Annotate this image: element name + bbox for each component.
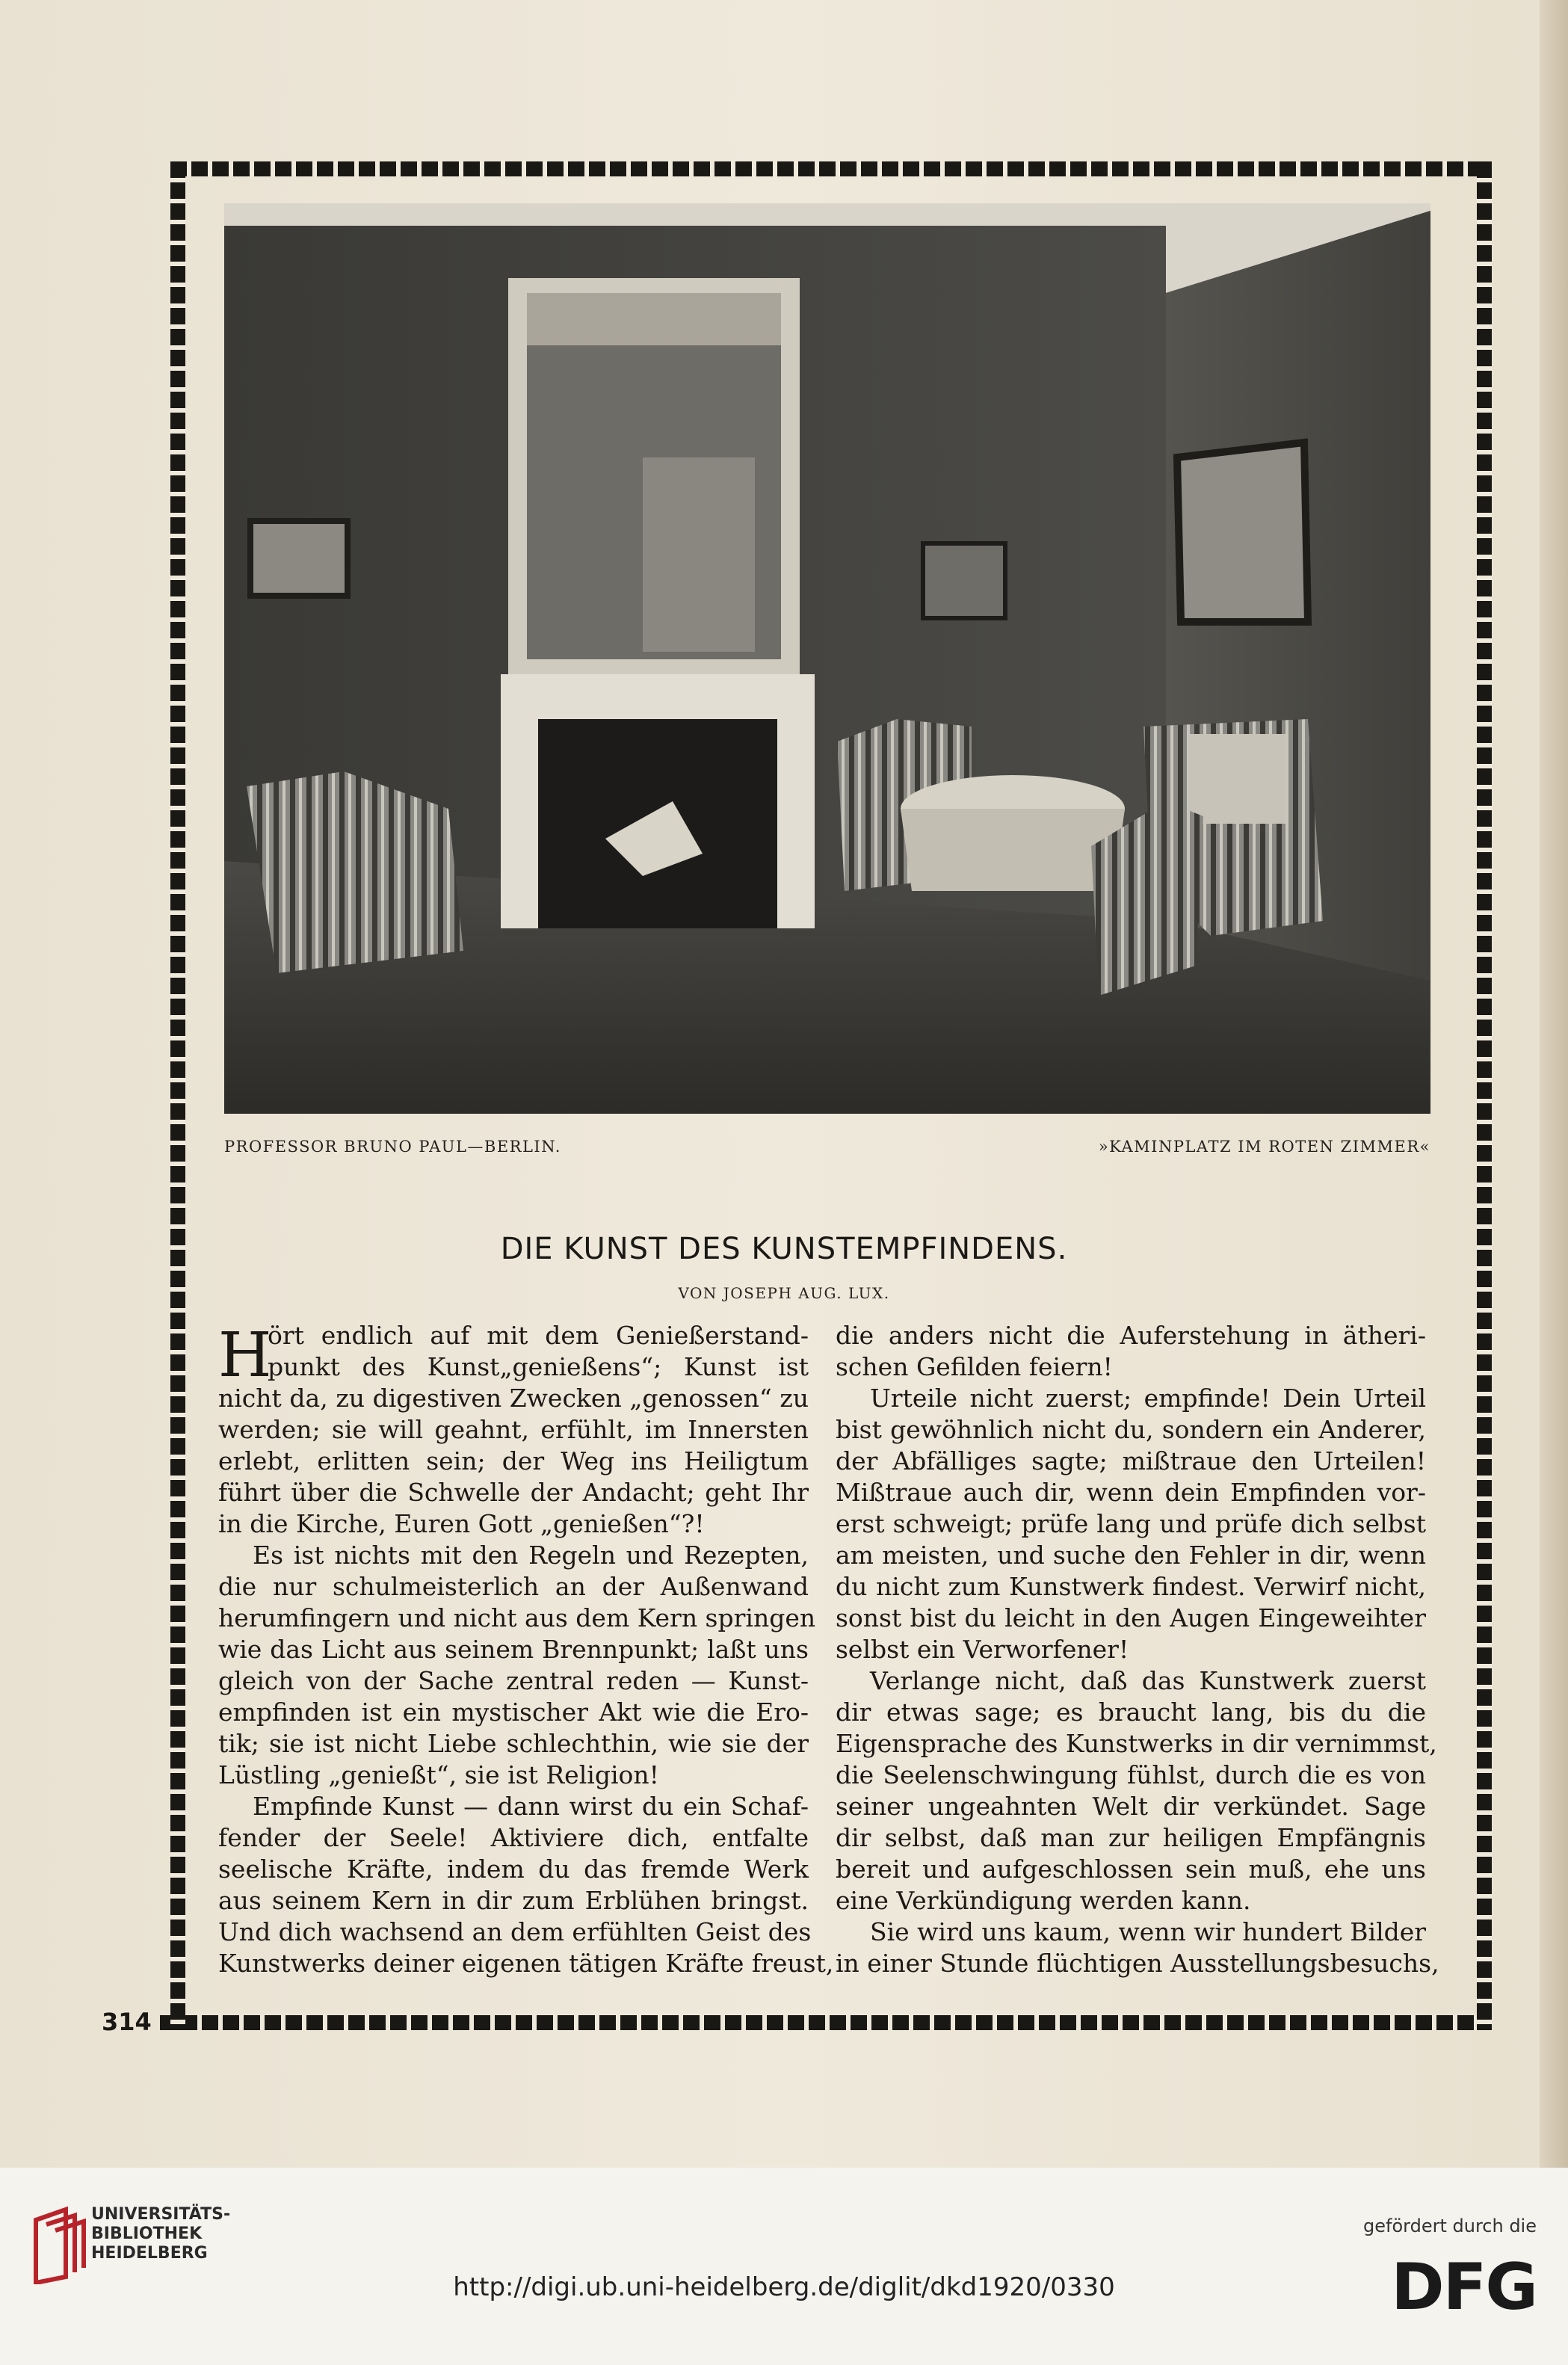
text-line: erlebt, erlitten sein; der Weg ins Heiligtum [218,1446,809,1476]
article-title: DIE KUNST DES KUNSTEMPFINDENS. [500,1232,1068,1266]
library-name-line: BIBLIOTHEK [91,2224,203,2243]
text-line: die anders nicht die Auferstehung in ätheri- [836,1321,1426,1350]
text-line: in die Kirche, Euren Gott „genießen“?! [218,1509,705,1538]
text-line: tik; sie ist nicht Liebe schlechthin, wie sie der [218,1729,809,1758]
text-line: führt über die Schwelle der Andacht; geht Ihr [218,1478,809,1507]
dfg-logo[interactable]: DFG [1391,2250,1537,2325]
text-line: bist gewöhnlich nicht du, sondern ein Anderer, [836,1415,1426,1444]
text-line: Empfinde Kunst — dann wirst du ein Schaf- [253,1792,809,1821]
interior-photograph [224,203,1430,1114]
text-line: gleich von der Sache zentral reden — Kunst- [218,1666,809,1695]
frame-bottom-border [160,2015,1492,2030]
text-line: seiner ungeahnten Welt dir verkündet. Sage [836,1792,1426,1821]
text-line: wie das Licht aus seinem Brennpunkt; laßt uns [218,1635,809,1664]
photo-caption-designer: PROFESSOR BRUNO PAUL—BERLIN. [224,1138,561,1156]
text-line: Mißtraue auch dir, wenn dein Empfinden vor- [836,1478,1426,1507]
text-line: Sie wird uns kaum, wenn wir hundert Bilder [870,1917,1427,1946]
permalink-url[interactable]: http://digi.ub.uni-heidelberg.de/diglit/dkd1920/0330 [453,2272,1115,2302]
text-line: Und dich wachsend an dem erfühlten Geist des [218,1917,812,1946]
funding-note: gefördert durch die [1363,2216,1537,2236]
text-line: werden; sie will geahnt, erfühlt, im Innersten [218,1415,809,1444]
text-line: punkt des Kunst„genießens“; Kunst ist [268,1352,809,1381]
text-line: du nicht zum Kunstwerk findest. Verwirf nicht, [836,1572,1426,1601]
library-name-line: UNIVERSITÄTS- [91,2205,231,2224]
text-line: empfinden ist ein mystischer Akt wie die Ero- [218,1698,809,1727]
article-byline: VON JOSEPH AUG. LUX. [678,1284,890,1302]
text-line: sonst bist du leicht in den Augen Eingeweihter [836,1603,1426,1632]
text-line: Lüstling „genießt“, sie ist Religion! [218,1760,659,1789]
text-line: die nur schulmeisterlich an der Außenwand [218,1572,809,1601]
text-line: Verlange nicht, daß das Kunstwerk zuerst [870,1666,1426,1695]
text-line: nicht da, zu digestiven Zwecken „genossen“ zu [218,1384,809,1413]
text-line: schen Gefilden feiern! [836,1352,1113,1381]
digitization-footer [0,2168,1568,2365]
text-line: seelische Kräfte, indem du das fremde Werk [218,1854,809,1884]
text-line: eine Verkündigung werden kann. [836,1886,1251,1915]
page-edge-shadow [1540,0,1568,2365]
text-line: dir etwas sage; es braucht lang, bis du die [836,1698,1426,1727]
page-number: 314 [102,2008,152,2036]
text-line: aus seinem Kern in dir zum Erblühen bringst. [218,1886,809,1915]
photo-caption-title: »KAMINPLATZ IM ROTEN ZIMMER« [1098,1138,1430,1156]
text-line: der Abfälliges sagte; mißtraue den Urteilen! [836,1446,1426,1476]
text-line: Eigensprache des Kunstwerks in dir vernimmst, [836,1729,1437,1758]
text-line: bereit und aufgeschlossen sein muß, ehe uns [836,1854,1426,1884]
text-line: selbst ein Verworfener! [836,1635,1129,1664]
text-line: erst schweigt; prüfe lang und prüfe dich selbst [836,1509,1426,1538]
university-library-name[interactable] [91,2205,230,2263]
text-line: Kunstwerks deiner eigenen tätigen Kräfte freust, [218,1949,834,1978]
text-line: Urteile nicht zuerst; empfinde! Dein Urteil [870,1384,1426,1413]
drop-cap: H [218,1320,272,1391]
text-column-right [836,1320,1439,1979]
text-line: fender der Seele! Aktiviere dich, entfalte [218,1823,809,1852]
library-name-line: HEIDELBERG [91,2244,208,2263]
frame-top-border [170,161,1492,176]
text-line: dir selbst, daß man zur heiligen Empfängnis [836,1823,1426,1852]
text-line: die Seelenschwingung fühlst, durch die es von [836,1760,1426,1789]
text-line: am meisten, und suche den Fehler in dir, wenn [836,1541,1426,1570]
frame-right-border [1477,161,1492,2030]
frame-left-border [170,161,185,2030]
text-line: ört endlich auf mit dem Genießerstand- [268,1321,809,1350]
text-line: herumfingern und nicht aus dem Kern springen [218,1603,816,1632]
text-line: Es ist nichts mit den Regeln und Rezepten, [253,1541,809,1570]
text-line: in einer Stunde flüchtigen Ausstellungsbesuchs, [836,1949,1439,1978]
text-column-left [218,1320,834,1979]
